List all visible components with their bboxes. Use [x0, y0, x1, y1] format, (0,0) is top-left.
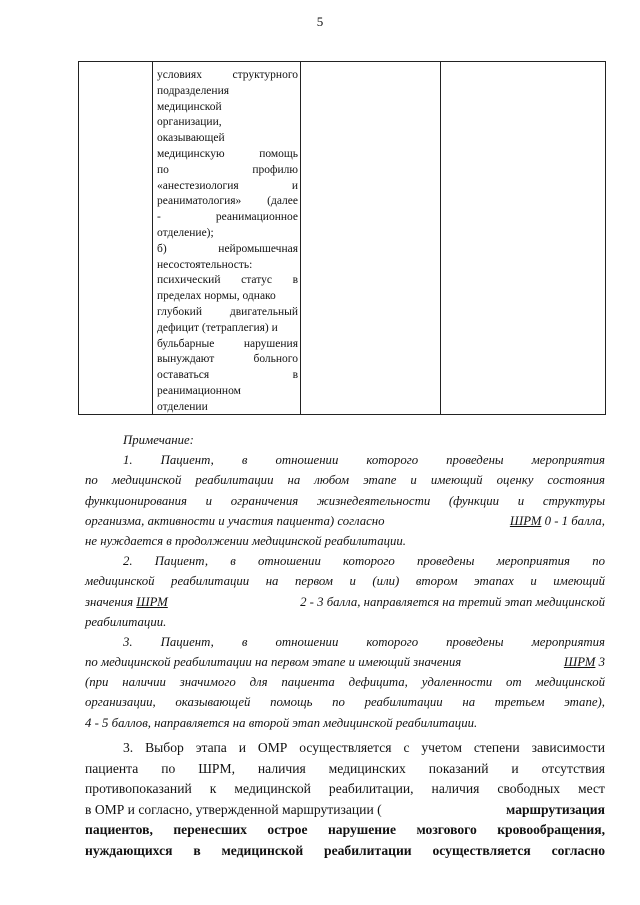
table-cell-word: отделении	[157, 400, 208, 413]
main-line-4	[85, 800, 605, 821]
table-cell-word: в	[292, 369, 298, 382]
table-cell-word: несостоятельность:	[157, 258, 253, 271]
note-2-line-3-end: 2 - 3 балла, направляется на третий этап медицинской	[300, 594, 605, 609]
table-cell-word: глубокий	[157, 305, 202, 318]
note-3-line-2-end	[564, 652, 605, 672]
table-cell-word: в	[292, 274, 298, 287]
note-3-line-2-start: по медицинской реабилитации на первом этапе и имеющий значения	[85, 655, 462, 670]
note-1-score	[510, 511, 605, 531]
note-3-line-5: 4 - 5 баллов, направляется на второй этап медицинской реабилитации.	[85, 715, 478, 730]
note-2-line-3	[85, 592, 605, 612]
table-cell-line	[157, 115, 298, 131]
table-cell-line	[157, 289, 298, 305]
main-line-2: пациента по ШРМ, наличия медицинских показаний и отсутствия	[85, 760, 605, 776]
table-column-divider-3	[440, 61, 441, 415]
note-1-line-1: 1. Пациент, в отношении которого проведены мероприятия	[123, 453, 605, 468]
table-cell-word: дефицит (тетраплегия) и	[157, 321, 278, 334]
table-cell-word: медицинской	[157, 100, 222, 113]
table-cell-word: организации,	[157, 116, 222, 129]
table-cell-line	[157, 131, 298, 147]
table-cell-word: больного	[253, 353, 298, 366]
table-cell-word: медицинскую	[157, 147, 225, 160]
notes-section	[85, 430, 605, 733]
page-number: 5	[316, 14, 324, 29]
table-cell-line	[157, 321, 298, 337]
table-cell-word: бульбарные	[157, 337, 215, 350]
main-line-6: нуждающихся в медицинской реабилитации осуществляется согласно	[85, 842, 605, 858]
table-cell-line	[157, 352, 298, 368]
note-1-score-range: 0 - 1 балла,	[544, 513, 605, 528]
shrm-abbr: ШРМ	[509, 513, 542, 528]
note-1-line-4	[85, 511, 605, 531]
note-2-line-1: 2. Пациент, в отношении которого проведены мероприятия по	[123, 554, 605, 569]
table-cell-word: подразделения	[157, 84, 230, 97]
table-cell-word: статус	[241, 274, 272, 287]
shrm-abbr: ШРМ	[563, 655, 596, 670]
table-cell-line	[157, 68, 298, 84]
main-line-5: пациентов, перенесших острое нарушение мозгового кровообращения,	[85, 822, 605, 838]
note-1-line-2: по медицинской реабилитации на любом этапе и имеющий оценку состояния	[85, 473, 605, 488]
table-cell-word: б)	[157, 242, 167, 255]
table-cell-word: реаниматология»	[157, 195, 242, 208]
table-cell-word: «анестезиология	[157, 179, 239, 192]
note-3-line-4: организации, оказывающей помощь по реабилитации на третьем этапе),	[85, 695, 605, 710]
table-cell-word: -	[157, 211, 161, 224]
table-cell-word: нейромышечная	[218, 242, 298, 255]
main-paragraph	[85, 738, 605, 862]
table-cell-line	[157, 258, 298, 274]
table-cell-word: (далее	[267, 195, 298, 208]
table-cell-word: и	[291, 179, 298, 192]
table-column-divider-1	[152, 61, 153, 415]
table-cell-word: реанимационное	[215, 211, 298, 224]
note-3-score: 3	[598, 655, 605, 670]
table-border-left	[78, 61, 79, 415]
shrm-abbr: ШРМ	[136, 594, 168, 609]
table-cell-word: оставаться	[157, 369, 210, 382]
note-2-line-2: медицинской реабилитации на первом и (или) втором этапах и имеющий	[85, 574, 605, 589]
note-1-line-5: не нуждается в продолжении медицинской реабилитации.	[85, 533, 406, 548]
table-cell-line	[157, 84, 298, 100]
table-cell-word: нарушения	[243, 337, 298, 350]
note-1-line-4-text: организма, активности и участия пациента) согласно	[85, 513, 385, 528]
note-2-line-4: реабилитации.	[85, 614, 167, 629]
table-cell-line	[157, 179, 298, 195]
note-2-values-label: значения	[85, 594, 134, 609]
main-line-4-bold: маршрутизация	[506, 801, 605, 817]
table-cell-line	[157, 163, 298, 179]
note-2-line-3-start	[85, 592, 168, 612]
table-cell-word: отделение);	[157, 226, 214, 239]
table-cell-criteria	[157, 68, 298, 416]
note-3-line-1: 3. Пациент, в отношении которого проведены мероприятия	[123, 634, 605, 649]
table-cell-word: психический	[157, 274, 221, 287]
table-cell-line	[157, 242, 298, 258]
table-cell-word: по	[157, 163, 169, 176]
table-cell-line	[157, 226, 298, 242]
table-cell-line	[157, 147, 298, 163]
main-line-1: 3. Выбор этапа и ОМР осуществляется с учетом степени зависимости	[123, 740, 605, 755]
table-cell-word: оказывающей	[157, 132, 225, 145]
table-cell-line	[157, 384, 298, 400]
table-cell-line	[157, 305, 298, 321]
notes-title: Примечание:	[123, 433, 194, 447]
table-cell-word: условиях	[157, 69, 202, 81]
table-cell-line	[157, 273, 298, 289]
table-cell-word: реанимационном	[157, 384, 241, 397]
table-cell-line	[157, 368, 298, 384]
table-column-divider-2	[300, 61, 301, 415]
table-cell-line	[157, 100, 298, 116]
table-cell-line	[157, 337, 298, 353]
table-cell-word: структурного	[232, 69, 298, 81]
note-3-line-2	[85, 652, 605, 672]
note-3-line-3: (при наличии значимого для пациента дефицита, удаленности от медицинской	[85, 675, 605, 690]
table-cell-line	[157, 400, 298, 416]
main-line-3: противопоказаний к медицинской реабилитации, наличия свободных мест	[85, 781, 605, 797]
table-cell-line	[157, 194, 298, 210]
table-cell-word: двигательный	[229, 305, 298, 318]
table-cell-word: пределах нормы, однако	[157, 290, 276, 303]
table-border-right	[605, 61, 606, 415]
table-cell-line	[157, 210, 298, 226]
main-line-4-text: в ОМР и согласно, утвержденной маршрутизации (	[85, 801, 382, 817]
note-1-line-3: функционирования и ограничения жизнедеятельности (функции и структуры	[85, 493, 605, 508]
table-cell-word: помощь	[259, 147, 298, 160]
table-cell-word: профилю	[252, 163, 298, 176]
table-border-top	[78, 61, 606, 62]
table-cell-word: вынуждают	[157, 353, 215, 366]
